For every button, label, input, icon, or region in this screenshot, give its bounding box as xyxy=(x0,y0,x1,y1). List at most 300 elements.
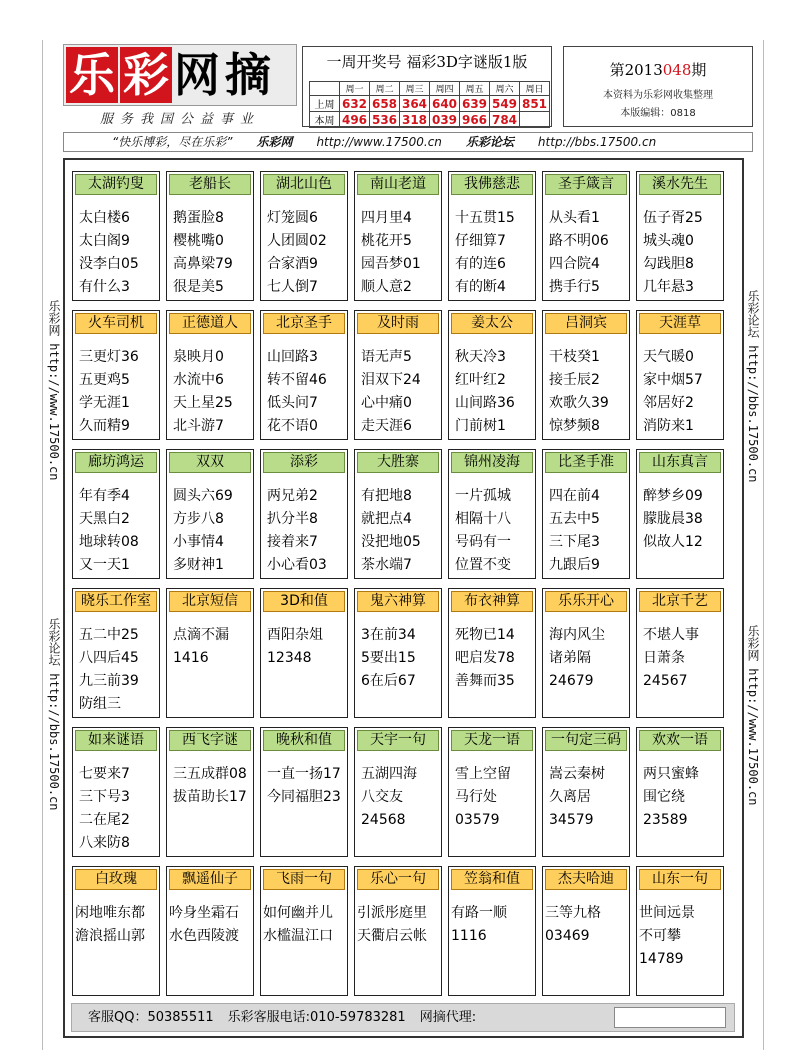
riddle-line: 山回路3 xyxy=(267,349,318,365)
riddle-line: 没李白05 xyxy=(79,256,139,272)
riddle-cell xyxy=(636,310,724,440)
riddle-cell xyxy=(448,588,536,718)
riddle-cell xyxy=(448,727,536,857)
riddle-line: 有路一顺 xyxy=(451,905,507,921)
riddle-author: 山东真言 xyxy=(639,452,721,473)
riddle-author: 北京千艺 xyxy=(639,591,721,612)
riddle-line: 接着来7 xyxy=(267,534,318,550)
side-text-right-top: 乐彩论坛 http://bbs.17500.cn xyxy=(746,290,760,483)
riddle-lines xyxy=(173,485,251,577)
day-header: 周三 xyxy=(400,82,430,96)
riddle-cell xyxy=(72,449,160,579)
draw-number: 639 xyxy=(460,96,490,112)
riddle-lines xyxy=(79,624,157,716)
riddle-cell xyxy=(636,727,724,857)
riddle-line: 03579 xyxy=(455,812,500,828)
riddle-line: 七要来7 xyxy=(79,766,130,782)
site-link[interactable]: http://www.17500.cn xyxy=(316,135,442,149)
draw-number: 640 xyxy=(430,96,460,112)
riddle-cell xyxy=(448,171,536,301)
riddle-lines xyxy=(361,624,439,693)
riddle-cell xyxy=(260,588,348,718)
site-label: 乐彩网 xyxy=(256,135,293,149)
corner-cell xyxy=(310,82,340,96)
riddle-author: 乐乐开心 xyxy=(545,591,627,612)
riddle-lines xyxy=(173,763,251,809)
riddle-line: 学无涯1 xyxy=(79,395,130,411)
riddle-line: 扒分半8 xyxy=(267,511,318,527)
riddle-line: 心中痛0 xyxy=(361,395,412,411)
riddle-lines xyxy=(267,346,345,438)
riddle-cell xyxy=(636,866,724,996)
riddle-author: 溪水先生 xyxy=(639,174,721,195)
riddle-cell xyxy=(448,866,536,996)
riddle-author: 杰夫哈迪 xyxy=(545,869,627,890)
draw-number: 658 xyxy=(370,96,400,112)
issue-prefix: 第2013 xyxy=(609,61,663,79)
riddle-line: 桃花开5 xyxy=(361,233,412,249)
day-header: 周四 xyxy=(430,82,460,96)
riddle-line: 有什么3 xyxy=(79,279,130,295)
riddle-cell xyxy=(72,866,160,996)
riddle-line: 23589 xyxy=(643,812,688,828)
riddle-line: 花不语0 xyxy=(267,418,318,434)
riddle-line: 久离居 xyxy=(549,789,591,805)
riddle-line: 红叶红2 xyxy=(455,372,506,388)
riddle-line: 四月里4 xyxy=(361,210,412,226)
riddle-author: 北京短信 xyxy=(169,591,251,612)
riddle-line: 四合院4 xyxy=(549,256,600,272)
logo-char: 网 xyxy=(174,48,221,102)
riddle-cell xyxy=(72,727,160,857)
riddle-lines xyxy=(173,207,251,299)
logo xyxy=(63,44,297,106)
riddle-line: 多财神1 xyxy=(173,557,224,573)
riddle-line: 相隔十八 xyxy=(455,511,511,527)
riddle-line: 九三前39 xyxy=(79,673,139,689)
draw-number: 549 xyxy=(490,96,520,112)
riddle-lines xyxy=(173,624,251,670)
riddle-lines xyxy=(643,485,721,554)
riddle-line: 天气暖0 xyxy=(643,349,694,365)
issue-number xyxy=(564,59,752,80)
riddle-line: 3在前34 xyxy=(361,627,416,643)
riddle-lines xyxy=(361,207,439,299)
riddle-line: 死物已14 xyxy=(455,627,515,643)
riddle-line: 位置不变 xyxy=(455,557,511,573)
riddle-lines xyxy=(451,902,533,948)
riddle-line: 一片孤城 xyxy=(455,488,511,504)
riddle-line: 消防来1 xyxy=(643,418,694,434)
riddle-cell xyxy=(542,727,630,857)
riddle-grid xyxy=(63,158,744,1038)
riddle-author: 布衣神算 xyxy=(451,591,533,612)
riddle-line: 樱桃嘴0 xyxy=(173,233,224,249)
riddle-lines xyxy=(639,902,721,971)
riddle-line: 拔苗助长17 xyxy=(173,789,247,805)
draw-number: 496 xyxy=(340,112,370,128)
draw-number: 536 xyxy=(370,112,400,128)
riddle-cell xyxy=(260,866,348,996)
riddle-line: 太白楼6 xyxy=(79,210,130,226)
riddle-line: 八来防8 xyxy=(79,835,130,851)
riddle-author: 白玫瑰 xyxy=(75,869,157,890)
riddle-lines xyxy=(361,763,439,832)
riddle-line: 三五成群08 xyxy=(173,766,247,782)
riddle-line: 灯笼圆6 xyxy=(267,210,318,226)
riddle-author: 北京圣手 xyxy=(263,313,345,334)
riddle-line: 茶水端7 xyxy=(361,557,412,573)
riddle-line: 小事情4 xyxy=(173,534,224,550)
riddle-line: 邻居好2 xyxy=(643,395,694,411)
riddle-author: 飞雨一句 xyxy=(263,869,345,890)
riddle-line: 门前树1 xyxy=(455,418,506,434)
footer-agent: 网摘代理: xyxy=(419,1010,477,1025)
riddle-line: 十五贯15 xyxy=(455,210,515,226)
riddle-cell xyxy=(72,588,160,718)
riddle-cell xyxy=(354,588,442,718)
day-header: 周日 xyxy=(520,82,550,96)
riddle-line: 24568 xyxy=(361,812,406,828)
riddle-lines xyxy=(549,763,627,832)
riddle-lines xyxy=(79,485,157,577)
riddle-line: 水流中6 xyxy=(173,372,224,388)
riddle-line: 人团圆02 xyxy=(267,233,327,249)
riddle-cell xyxy=(542,588,630,718)
riddle-lines xyxy=(79,763,157,855)
logo-char: 彩 xyxy=(120,47,172,103)
riddle-line: 澹浪摇山郭 xyxy=(75,928,145,944)
riddle-line: 1416 xyxy=(173,650,209,666)
riddle-line: 勾践胆8 xyxy=(643,256,694,272)
riddle-lines xyxy=(643,624,721,693)
riddle-lines xyxy=(267,485,345,577)
riddle-line: 低头问7 xyxy=(267,395,318,411)
riddle-line: 园吾梦01 xyxy=(361,256,421,272)
riddle-lines xyxy=(455,624,533,693)
riddle-line: 年有季4 xyxy=(79,488,130,504)
riddle-line: 很是美5 xyxy=(173,279,224,295)
riddle-line: 三下号3 xyxy=(79,789,130,805)
riddle-cell xyxy=(542,171,630,301)
logo-char: 乐 xyxy=(66,47,118,103)
weekly-results-title: 一周开奖号 福彩3D字谜版1版 xyxy=(326,53,528,71)
riddle-line: 34579 xyxy=(549,812,594,828)
riddle-cell xyxy=(354,866,442,996)
riddle-author: 吕洞宾 xyxy=(545,313,627,334)
issue-editor: 本版编辑：0818 xyxy=(620,108,696,119)
riddle-cell xyxy=(636,171,724,301)
riddle-lines xyxy=(455,763,533,832)
riddle-line: 5要出15 xyxy=(361,650,416,666)
riddle-line: 有的连6 xyxy=(455,256,506,272)
riddle-line: 闲地唯东都 xyxy=(75,905,145,921)
riddle-line: 世间远景 xyxy=(639,905,695,921)
riddle-lines xyxy=(267,624,345,670)
riddle-line: 诸弟隔 xyxy=(549,650,591,666)
riddle-author: 天宇一句 xyxy=(357,730,439,751)
side-text-left-top: 乐彩网 http://www.17500.cn xyxy=(47,300,61,481)
riddle-line: 小心看03 xyxy=(267,557,327,573)
riddle-lines xyxy=(169,902,251,948)
riddle-line: 顺人意2 xyxy=(361,279,412,295)
riddle-line: 雪上空留 xyxy=(455,766,511,782)
riddle-line: 善舞而35 xyxy=(455,673,515,689)
riddle-line: 八交友 xyxy=(361,789,403,805)
riddle-lines xyxy=(549,485,627,577)
riddle-cell xyxy=(354,171,442,301)
issue-number-value: 048 xyxy=(662,61,692,79)
riddle-cell xyxy=(636,588,724,718)
riddle-cell xyxy=(260,449,348,579)
riddle-author: 正德道人 xyxy=(169,313,251,334)
riddle-author: 太湖钓叟 xyxy=(75,174,157,195)
riddle-line: 吟身坐霜石 xyxy=(169,905,239,921)
riddle-line: 马行处 xyxy=(455,789,497,805)
riddle-line: 北斗游7 xyxy=(173,418,224,434)
riddle-lines xyxy=(361,485,439,577)
draw-number: 632 xyxy=(340,96,370,112)
riddle-line: 从头看1 xyxy=(549,210,600,226)
riddle-author: 我佛慈悲 xyxy=(451,174,533,195)
draw-number: 784 xyxy=(490,112,520,128)
riddle-author: 如来谜语 xyxy=(75,730,157,751)
row-label: 本周 xyxy=(310,112,340,128)
riddle-line: 方步八8 xyxy=(173,511,224,527)
riddle-line: 又一天1 xyxy=(79,557,130,573)
riddle-lines xyxy=(361,346,439,438)
riddle-line: 合家酒9 xyxy=(267,256,318,272)
riddle-line: 海内风尘 xyxy=(549,627,605,643)
riddle-author: 姜太公 xyxy=(451,313,533,334)
weekly-results-table xyxy=(309,81,550,128)
riddle-cell xyxy=(166,449,254,579)
riddle-author: 及时雨 xyxy=(357,313,439,334)
riddle-line: 伍子胥25 xyxy=(643,210,703,226)
riddle-line: 地球转08 xyxy=(79,534,139,550)
footer-qq: 客服QQ：50385511 xyxy=(88,1010,214,1025)
slogan-bar xyxy=(63,132,753,152)
riddle-author: 圣手箴言 xyxy=(545,174,627,195)
riddle-line: 就把点4 xyxy=(361,511,412,527)
day-header: 周一 xyxy=(340,82,370,96)
riddle-line: 仔细算7 xyxy=(455,233,506,249)
riddle-author: 欢欢一语 xyxy=(639,730,721,751)
riddle-lines xyxy=(549,207,627,299)
riddle-line: 携手行5 xyxy=(549,279,600,295)
forum-label: 乐彩论坛 xyxy=(465,135,514,149)
motto: “快乐博彩，尽在乐彩” xyxy=(112,135,233,149)
riddle-line: 如何幽并儿 xyxy=(263,905,333,921)
riddle-line: 嵩云秦树 xyxy=(549,766,605,782)
riddle-line: 一直一扬17 xyxy=(267,766,341,782)
draw-number: 039 xyxy=(430,112,460,128)
riddle-line: 6在后67 xyxy=(361,673,416,689)
riddle-lines xyxy=(549,624,627,693)
riddle-line: 几年悬3 xyxy=(643,279,694,295)
riddle-line: 点滴不漏 xyxy=(173,627,229,643)
riddle-line: 家中烟57 xyxy=(643,372,703,388)
riddle-cell xyxy=(166,171,254,301)
riddle-line: 引派彤庭里 xyxy=(357,905,427,921)
riddle-line: 久而精9 xyxy=(79,418,130,434)
riddle-line: 天衢启云帐 xyxy=(357,928,427,944)
riddle-line: 接壬辰2 xyxy=(549,372,600,388)
riddle-cell xyxy=(166,310,254,440)
riddle-line: 五二中25 xyxy=(79,627,139,643)
riddle-cell xyxy=(260,310,348,440)
logo-slogan: 服务我国公益事业 xyxy=(99,112,260,127)
riddle-lines xyxy=(173,346,251,438)
riddle-line: 不堪人事 xyxy=(643,627,699,643)
riddle-cell xyxy=(166,588,254,718)
day-header: 周二 xyxy=(370,82,400,96)
riddle-lines xyxy=(79,346,157,438)
riddle-line: 有的断4 xyxy=(455,279,506,295)
riddle-line: 高鼻梁79 xyxy=(173,256,233,272)
riddle-author: 3D和值 xyxy=(263,591,345,612)
day-header: 周六 xyxy=(490,82,520,96)
riddle-line: 三下尾3 xyxy=(549,534,600,550)
draw-number: 851 xyxy=(520,96,550,112)
issue-suffix: 期 xyxy=(691,61,707,79)
riddle-line: 泪双下24 xyxy=(361,372,421,388)
issue-note: 本资料为乐彩网收集整理 xyxy=(603,90,713,101)
riddle-cell xyxy=(448,449,536,579)
riddle-line: 两只蜜蜂 xyxy=(643,766,699,782)
riddle-cell xyxy=(166,866,254,996)
riddle-line: 鹅蛋脸8 xyxy=(173,210,224,226)
riddle-line: 三更灯36 xyxy=(79,349,139,365)
riddle-line: 八四后45 xyxy=(79,650,139,666)
draw-number: 364 xyxy=(400,96,430,112)
riddle-line: 惊梦频8 xyxy=(549,418,600,434)
riddle-author: 笠翁和值 xyxy=(451,869,533,890)
riddle-author: 大胜寨 xyxy=(357,452,439,473)
riddle-lines xyxy=(643,763,721,832)
riddle-line: 日萧条 xyxy=(643,650,685,666)
issue-info xyxy=(563,46,753,127)
riddle-lines xyxy=(357,902,439,948)
riddle-line: 五去中5 xyxy=(549,511,600,527)
riddle-line: 四在前4 xyxy=(549,488,600,504)
draw-number xyxy=(520,112,550,128)
riddle-author: 老船长 xyxy=(169,174,251,195)
riddle-author: 山东一句 xyxy=(639,869,721,890)
riddle-line: 五更鸡5 xyxy=(79,372,130,388)
riddle-line: 24567 xyxy=(643,673,688,689)
riddle-author: 双双 xyxy=(169,452,251,473)
riddle-line: 24679 xyxy=(549,673,594,689)
riddle-cell xyxy=(72,310,160,440)
riddle-author: 晚秋和值 xyxy=(263,730,345,751)
riddle-line: 号码有一 xyxy=(455,534,511,550)
riddle-author: 飘遥仙子 xyxy=(169,869,251,890)
riddle-line: 水槛温江口 xyxy=(263,928,333,944)
riddle-line: 七人倒7 xyxy=(267,279,318,295)
riddle-lines xyxy=(643,346,721,438)
riddle-lines xyxy=(79,207,157,299)
riddle-line: 12348 xyxy=(267,650,312,666)
riddle-cell xyxy=(72,171,160,301)
riddle-line: 走天涯6 xyxy=(361,418,412,434)
riddle-author: 廊坊鸿运 xyxy=(75,452,157,473)
riddle-author: 锦州凌海 xyxy=(451,452,533,473)
riddle-cell xyxy=(260,171,348,301)
riddle-cell xyxy=(448,310,536,440)
riddle-author: 火车司机 xyxy=(75,313,157,334)
riddle-cell xyxy=(542,866,630,996)
riddle-line: 二在尾2 xyxy=(79,812,130,828)
side-text-left-bottom: 乐彩论坛 http://bbs.17500.cn xyxy=(47,618,61,811)
riddle-lines xyxy=(267,207,345,299)
agent-box xyxy=(614,1007,726,1028)
riddle-author: 晓乐工作室 xyxy=(75,591,157,612)
riddle-lines xyxy=(549,346,627,438)
riddle-line: 泉映月0 xyxy=(173,349,224,365)
riddle-cell xyxy=(542,449,630,579)
riddle-line: 今同福胆23 xyxy=(267,789,341,805)
riddle-cell xyxy=(542,310,630,440)
riddle-line: 酉阳杂俎 xyxy=(267,627,323,643)
riddle-line: 欢歌久39 xyxy=(549,395,609,411)
riddle-line: 防组三 xyxy=(79,696,121,712)
riddle-lines xyxy=(263,902,345,948)
side-text-right-bottom: 乐彩网 http://www.17500.cn xyxy=(746,625,760,806)
riddle-author: 比圣手准 xyxy=(545,452,627,473)
riddle-lines xyxy=(643,207,721,299)
logo-char: 摘 xyxy=(225,48,272,102)
riddle-line: 吧启发78 xyxy=(455,650,515,666)
riddle-line: 圆头六69 xyxy=(173,488,233,504)
riddle-line: 干枝癸1 xyxy=(549,349,600,365)
riddle-line: 朦胧晨38 xyxy=(643,511,703,527)
riddle-lines xyxy=(75,902,157,948)
riddle-cell xyxy=(354,727,442,857)
riddle-line: 水色西陵渡 xyxy=(169,928,239,944)
riddle-lines xyxy=(455,207,533,299)
riddle-author: 天龙一语 xyxy=(451,730,533,751)
day-header: 周五 xyxy=(460,82,490,96)
riddle-cell xyxy=(166,727,254,857)
riddle-author: 湖北山色 xyxy=(263,174,345,195)
riddle-line: 山间路36 xyxy=(455,395,515,411)
riddle-line: 没把地05 xyxy=(361,534,421,550)
riddle-line: 醉梦乡09 xyxy=(643,488,703,504)
riddle-line: 语无声5 xyxy=(361,349,412,365)
riddle-line: 九跟后9 xyxy=(549,557,600,573)
riddle-line: 03469 xyxy=(545,928,590,944)
draw-number: 318 xyxy=(400,112,430,128)
forum-link[interactable]: http://bbs.17500.cn xyxy=(537,135,657,149)
riddle-cell xyxy=(636,449,724,579)
riddle-lines xyxy=(267,763,345,809)
riddle-cell xyxy=(260,727,348,857)
riddle-line: 似故人12 xyxy=(643,534,703,550)
riddle-cell xyxy=(354,449,442,579)
riddle-author: 天涯草 xyxy=(639,313,721,334)
riddle-lines xyxy=(455,346,533,438)
riddle-line: 天上星25 xyxy=(173,395,233,411)
riddle-line: 14789 xyxy=(639,951,684,967)
riddle-line: 天黑白2 xyxy=(79,511,130,527)
riddle-lines xyxy=(545,902,627,948)
riddle-line: 围它绕 xyxy=(643,789,685,805)
riddle-line: 城头魂0 xyxy=(643,233,694,249)
riddle-author: 鬼六神算 xyxy=(357,591,439,612)
riddle-line: 太白阁9 xyxy=(79,233,130,249)
riddle-line: 三等九格 xyxy=(545,905,601,921)
